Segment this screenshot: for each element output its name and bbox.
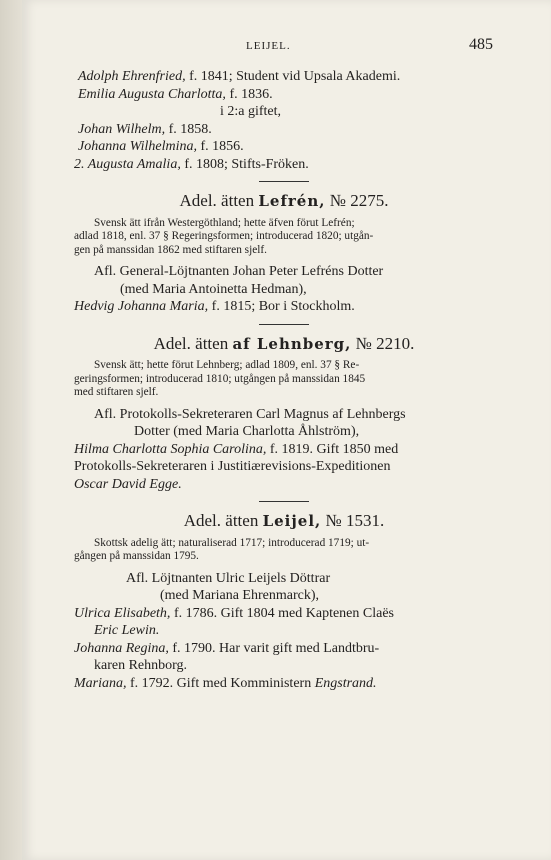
person-name: Ulrica Elisabeth, (74, 605, 171, 621)
family-number: № 1531. (325, 511, 385, 530)
entry-line (74, 68, 494, 86)
section-divider (259, 501, 309, 502)
family-heading (74, 192, 494, 211)
person-name: Johanna Wilhelmina, (78, 139, 197, 154)
entry-text: f. 1819. Gift 1850 med (266, 441, 399, 457)
entry-text: (med Mariana Ehrenmarck), (160, 588, 319, 603)
entry-text: (med Maria Antoinetta Hedman), (120, 281, 307, 297)
description-line: adlad 1818, enl. 37 § Regeringsformen; introducerad 1820; utgån- (74, 230, 374, 242)
entry-line (74, 86, 494, 104)
heading-prefix: Adel. ätten (153, 333, 229, 353)
family-name: Lefrén, (258, 192, 326, 210)
family-heading (74, 335, 494, 354)
entry-line (74, 458, 494, 476)
entry-line (74, 657, 494, 675)
entry-line (74, 103, 494, 121)
entry-line (74, 640, 494, 658)
description-line: gen på manssidan 1862 med stiftaren sjelf. (74, 243, 267, 256)
entry-line (74, 298, 494, 316)
family-section-lefren (74, 192, 494, 316)
book-gutter (0, 0, 22, 860)
person-name: Oscar David Egge. (74, 476, 182, 492)
family-name: Leijel, (262, 512, 322, 530)
continuation-block (74, 68, 494, 173)
person-name: Hedvig Johanna Maria, (74, 299, 209, 314)
family-description (74, 537, 494, 564)
family-name: af Lehnberg, (232, 334, 352, 353)
entry-line (74, 476, 494, 494)
description-line: Skottsk adelig ätt; naturaliserad 1717; introducerad 1719; ut- (94, 536, 370, 549)
entry-text: Afl. Löjtnanten Ulric Leijels Döttrar (126, 570, 331, 586)
person-name: Johanna Regina, (74, 640, 169, 656)
entry-line (74, 570, 494, 588)
book-page (22, 0, 551, 860)
person-name: Emilia Augusta Charlotta, (78, 86, 226, 102)
family-section-leijel (74, 512, 494, 692)
entry-line (74, 441, 494, 459)
heading-prefix: Adel. ätten (183, 511, 259, 530)
description-line: Svensk ätt; hette förut Lehnberg; adlad 1809, enl. 37 § Re- (94, 359, 360, 371)
entry-text: Afl. Protokolls-Sekreteraren Carl Magnus af Lehnbergs (94, 406, 406, 422)
entry-line (74, 281, 494, 299)
entry-text: f. 1792. Gift med Komministern (126, 675, 315, 691)
entry-text: Protokolls-Sekreteraren i Justitiærevisions-Expeditionen (74, 459, 391, 474)
entry-line (74, 675, 494, 693)
entry-text: f. 1856. (197, 139, 244, 154)
person-name: Johan Wilhelm, (78, 121, 166, 137)
entry-line (74, 423, 494, 441)
entry-text: f. 1808; Stifts-Fröken. (180, 156, 309, 172)
entry-text: Dotter (med Maria Charlotta Åhlström), (134, 424, 360, 439)
family-heading (74, 512, 494, 531)
entry-line (74, 156, 494, 174)
entry-line (74, 622, 494, 640)
entry-text: Afl. General-Löjtnanten Johan Peter Lefréns Dotter (94, 264, 384, 279)
entry-line (74, 605, 494, 623)
family-description (74, 359, 494, 400)
section-divider (259, 181, 309, 182)
family-number: № 2210. (355, 333, 415, 353)
description-line: Svensk ätt ifrån Westergöthland; hette äfven förut Lefrén; (94, 216, 355, 229)
description-line: med stiftaren sjelf. (74, 386, 159, 398)
description-line: gången på manssidan 1795. (74, 550, 199, 562)
entry-text: karen Rehnborg. (94, 658, 188, 673)
person-name: Adolph Ehrenfried, (78, 69, 186, 84)
page-number: 485 (469, 36, 493, 53)
person-name: Engstrand. (314, 675, 377, 691)
person-name: Hilma Charlotta Sophia Carolina, (74, 441, 267, 457)
running-head: LEIJEL. (246, 40, 291, 52)
person-name: Mariana, (74, 675, 127, 691)
entry-text: f. 1790. Har varit gift med Landtbru- (168, 640, 380, 656)
family-section-lehnberg (74, 335, 494, 494)
person-name: 2. Augusta Amalia, (74, 156, 181, 172)
section-divider (259, 324, 309, 325)
entry-line (74, 138, 494, 156)
entry-text: f. 1858. (165, 121, 212, 137)
entry-text: f. 1836. (225, 86, 273, 102)
entry-text: i 2:a giftet, (220, 104, 282, 119)
description-line: geringsformen; introducerad 1810; utgången på manssidan 1845 (74, 372, 366, 385)
entry-line (74, 263, 494, 281)
heading-prefix: Adel. ätten (179, 191, 255, 210)
page-header (22, 36, 551, 56)
family-description (74, 217, 494, 258)
family-number: № 2275. (329, 191, 389, 210)
entry-line (74, 406, 494, 424)
page-content (74, 68, 494, 692)
entry-line (74, 587, 494, 605)
entry-text: f. 1841; Student vid Upsala Akademi. (185, 69, 401, 84)
person-name: Eric Lewin. (94, 623, 160, 638)
entry-text: f. 1786. Gift 1804 med Kaptenen Claës (170, 605, 394, 621)
entry-line (74, 121, 494, 139)
entry-text: f. 1815; Bor i Stockholm. (208, 299, 355, 314)
